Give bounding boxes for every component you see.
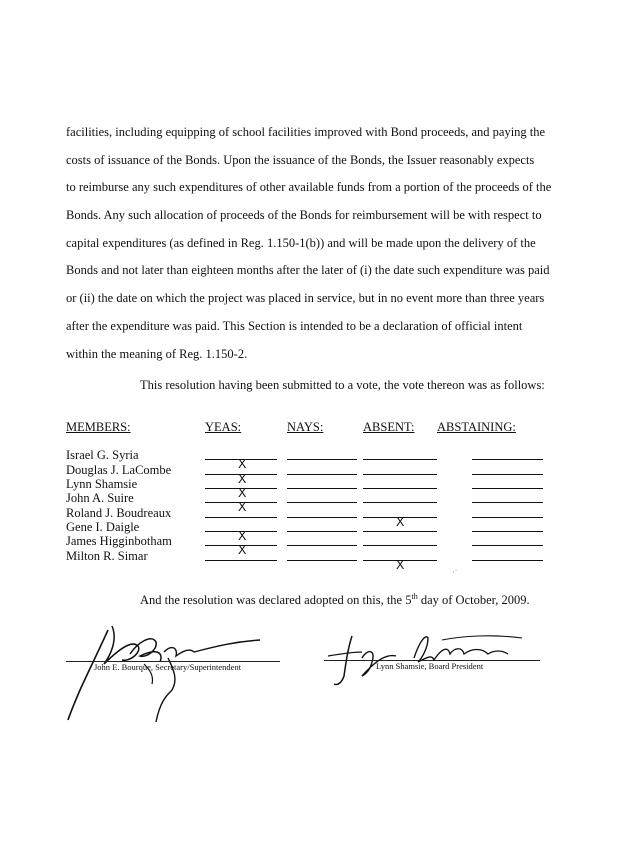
abstaining-cell [472, 474, 543, 475]
member-name: Lynn Shamsie [66, 477, 138, 491]
ordinal-suffix: th [411, 592, 418, 601]
vote-mark: X [238, 486, 247, 500]
president-signature [322, 628, 542, 688]
nays-cell [287, 488, 357, 489]
absent-cell [363, 459, 437, 460]
vote-mark: X [238, 472, 247, 486]
member-name: Douglas J. LaCombe [66, 463, 172, 477]
abstaining-cell [472, 517, 543, 518]
yeas-cell [205, 543, 277, 557]
vote-mark: X [396, 558, 405, 572]
nays-cell [287, 459, 357, 460]
nays-cell [287, 502, 357, 503]
table-row [0, 549, 624, 572]
body-line: after the expenditure was paid. This Section is intended to be a declaration of official intent [66, 319, 523, 333]
vote-mark: X [238, 543, 247, 557]
absent-cell [363, 488, 437, 489]
nays-cell [287, 531, 357, 532]
yeas-cell [205, 472, 277, 486]
body-line: within the meaning of Reg. 1.150-2. [66, 347, 248, 361]
member-name: Roland J. Boudreaux [66, 506, 172, 520]
scan-speck: ·˙ [452, 568, 458, 577]
abstaining-cell [472, 459, 543, 460]
adopted-text: And the resolution was declared adopted on this, the 5 [140, 593, 412, 608]
body-line: or (ii) the date on which the project was placed in service, but in no event more than three years [66, 291, 545, 305]
vote-mark: X [238, 529, 247, 543]
member-name: Milton R. Simar [66, 549, 148, 563]
adopted-statement [140, 592, 530, 608]
yeas-cell [205, 486, 277, 500]
member-name: James Higginbotham [66, 534, 172, 548]
yeas-header: YEAS: [205, 420, 242, 434]
abstaining-cell [472, 502, 543, 503]
nays-header: NAYS: [287, 420, 324, 434]
absent-cell [363, 502, 437, 503]
yeas-cell [205, 457, 277, 471]
yeas-cell [205, 500, 277, 514]
secretary-signature-label: John E. Bourque, Secretary/Superintendent [94, 662, 242, 672]
yeas-cell [205, 517, 277, 518]
nays-cell [287, 517, 357, 518]
secretary-signature [60, 618, 280, 728]
absent-cell [363, 545, 437, 546]
abstaining-header: ABSTAINING: [437, 420, 516, 434]
president-signature-label: Lynn Shamsie, Board President [376, 661, 484, 671]
vote-mark: X [396, 515, 405, 529]
member-name: Israel G. Syria [66, 448, 139, 462]
vote-mark: X [238, 500, 247, 514]
vote-intro: This resolution having been submitted to a vote, the vote thereon was as follows: [140, 378, 545, 392]
absent-cell [363, 558, 437, 572]
body-line: facilities, including equipping of school facilities improved with Bond proceeds, and paying the [66, 125, 546, 139]
member-name: John A. Suire [66, 491, 134, 505]
vote-mark: X [238, 457, 247, 471]
nays-cell [287, 474, 357, 475]
nays-cell [287, 545, 357, 546]
body-line: Bonds and not later than eighteen months after the later of (i) the date such expenditure was paid [66, 263, 550, 277]
abstaining-cell [472, 488, 543, 489]
members-header: MEMBERS: [66, 420, 131, 434]
yeas-cell [205, 560, 277, 561]
abstaining-cell [472, 560, 543, 561]
absent-cell [363, 531, 437, 532]
body-line: Bonds. Any such allocation of proceeds of the Bonds for reimbursement will be with respect to [66, 208, 542, 222]
body-line: capital expenditures (as defined in Reg. 1.150-1(b)) and will be made upon the delivery of the [66, 236, 536, 250]
yeas-cell [205, 529, 277, 543]
abstaining-cell [472, 545, 543, 546]
body-line: to reimburse any such expenditures of other available funds from a portion of the proceeds of the [66, 180, 552, 194]
body-line: costs of issuance of the Bonds. Upon the issuance of the Bonds, the Issuer reasonably expects [66, 153, 535, 167]
adopted-text-end: day of October, 2009. [417, 593, 530, 608]
absent-cell [363, 474, 437, 475]
absent-header: ABSENT: [363, 420, 415, 434]
member-name: Gene I. Daigle [66, 520, 140, 534]
abstaining-cell [472, 531, 543, 532]
nays-cell [287, 560, 357, 561]
absent-cell [363, 515, 437, 529]
